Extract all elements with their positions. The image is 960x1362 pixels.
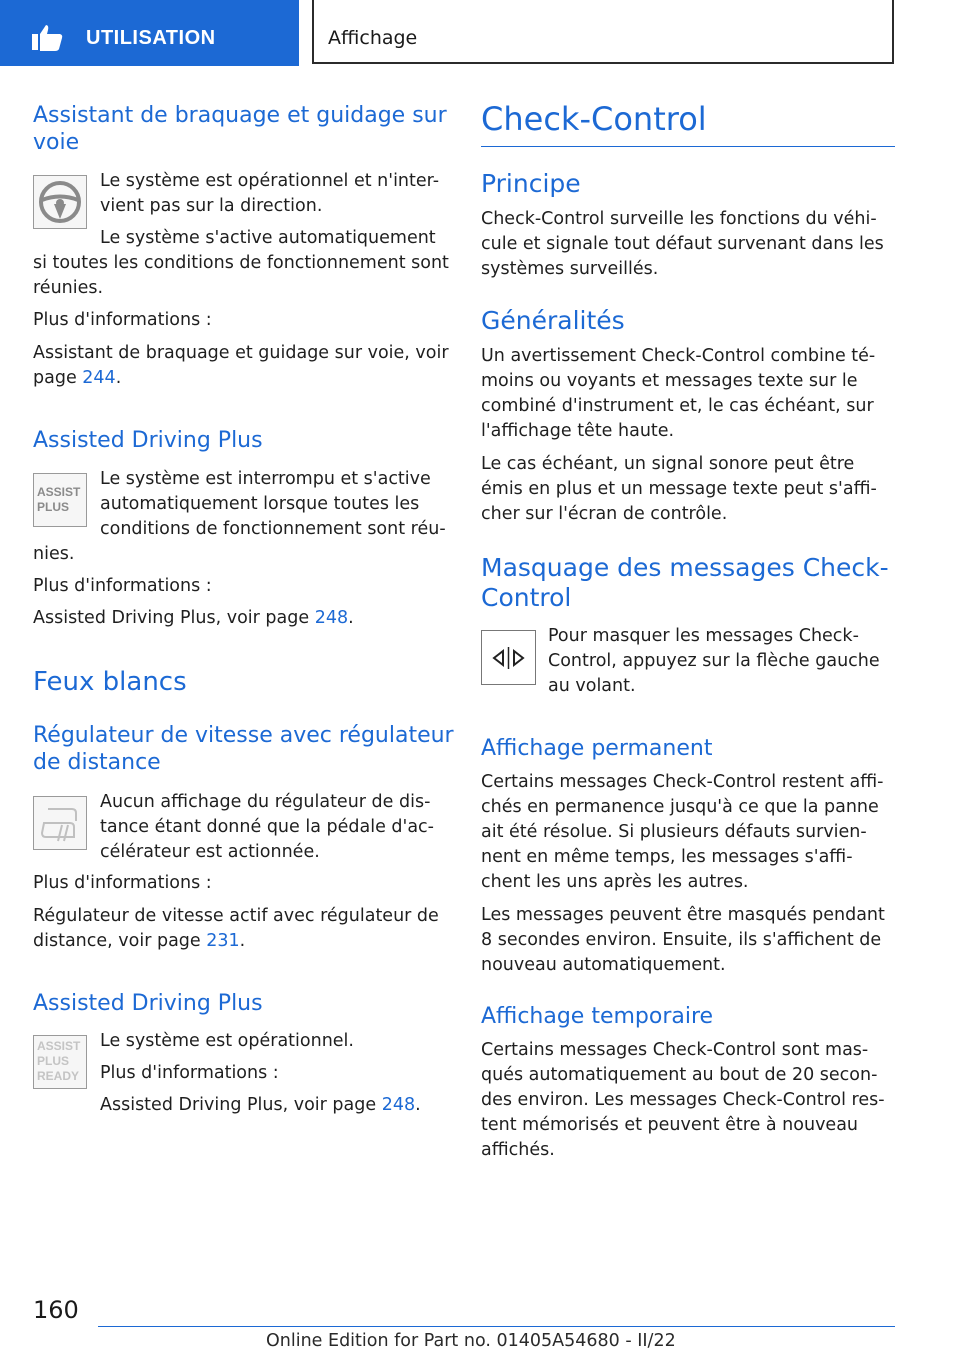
page-link-244[interactable]: 244 bbox=[82, 368, 116, 388]
s1-reference: Assistant de braquage et guidage sur voie, voir page 244. bbox=[33, 343, 449, 388]
section-tab bbox=[0, 0, 299, 66]
edition-note: Online Edition for Part no. 01405A54680 - II/22 bbox=[266, 1331, 676, 1351]
hand-pointer-icon bbox=[30, 24, 64, 52]
s5-reference: Assisted Driving Plus, voir page 248. bbox=[100, 1095, 421, 1115]
perm-para1: Certains messages Check-Control restent affi- chés en permanence jusqu'à ce que la panne ait été résolue. Si plusieurs défauts survien- nent en même temps, les messages s'affi- chent les uns après les autres. bbox=[481, 772, 884, 892]
page-link-248-b[interactable]: 248 bbox=[381, 1095, 416, 1115]
heading-assisted-driving-plus-1: Assisted Driving Plus bbox=[33, 428, 263, 453]
steering-wheel-icon bbox=[33, 175, 87, 229]
heading-assisted-driving-plus-2: Assisted Driving Plus bbox=[33, 991, 263, 1016]
heading-steering-assistant: Assistant de braquage et guidage sur voie bbox=[33, 103, 447, 155]
s1-para1: Le système est opérationnel et n'inter- vient pas sur la direction. bbox=[100, 171, 440, 216]
section-title: UTILISATION bbox=[86, 27, 216, 49]
s2-reference: Assisted Driving Plus, voir page 248. bbox=[33, 608, 354, 628]
gen-para1: Un avertissement Check-Control combine té- moins ou voyants et messages texte sur le combiné d'instrument et, le cas échéant, sur l'affichage tête haute. bbox=[481, 346, 876, 441]
footer-rule bbox=[98, 1326, 895, 1327]
heading-check-control: Check-Control bbox=[481, 100, 707, 138]
mask-para: Pour masquer les messages Check- Control, appuyez sur la flèche gauche au volant. bbox=[548, 626, 880, 696]
arrow-buttons-icon bbox=[481, 630, 536, 685]
heading-principe: Principe bbox=[481, 169, 581, 198]
page-number: 160 bbox=[33, 1296, 79, 1324]
heading-affichage-permanent: Affichage permanent bbox=[481, 736, 713, 761]
s1-para2-rest: si toutes les conditions de fonctionnement sont réunies. bbox=[33, 253, 449, 298]
s2-para1: Le système est interrompu et s'active automatiquement lorsque toutes les conditions de fonctionnement sont réu- bbox=[100, 469, 446, 539]
heading-affichage-temporaire: Affichage temporaire bbox=[481, 1004, 714, 1029]
heading-generalites: Généralités bbox=[481, 306, 625, 335]
s4-para1: Aucun affichage du régulateur de dis- tance étant donné que la pédale d'ac- célérateur est actionnée. bbox=[100, 792, 434, 862]
heading-cruise-control: Régulateur de vitesse avec régulateur de distance bbox=[33, 723, 454, 775]
page-link-248[interactable]: 248 bbox=[314, 608, 349, 628]
temp-para: Certains messages Check-Control sont mas- qués automatiquement au bout de 20 secon- des environ. Les messages Check-Control res- tent mémorisés et peuvent être à nouveau affichés. bbox=[481, 1040, 885, 1160]
s4-reference: Régulateur de vitesse actif avec régulateur de distance, voir page 231. bbox=[33, 906, 439, 951]
perm-para2: Les messages peuvent être masqués pendant 8 secondes environ. Ensuite, ils s'affichent de nouveau automatiquement. bbox=[481, 905, 885, 975]
s2-para1-end: nies. bbox=[33, 544, 75, 564]
chapter-tab bbox=[312, 0, 894, 64]
s5-more-info: Plus d'informations : bbox=[100, 1063, 279, 1083]
assist-plus-icon: ASSIST PLUS bbox=[33, 473, 87, 527]
assist-plus-ready-icon: ASSIST PLUS READY bbox=[33, 1035, 87, 1089]
s2-more-info: Plus d'informations : bbox=[33, 576, 212, 596]
cruise-control-icon bbox=[33, 796, 87, 850]
principe-para: Check-Control surveille les fonctions du véhi- cule et signale tout défaut survenant dans les systèmes surveillés. bbox=[481, 209, 884, 279]
heading-feux-blancs: Feux blancs bbox=[33, 667, 187, 697]
gen-para2: Le cas échéant, un signal sonore peut être émis en plus et un message texte peut s'affi- cher sur l'écran de contrôle. bbox=[481, 454, 877, 524]
s1-more-info: Plus d'informations : bbox=[33, 310, 212, 330]
page-link-231[interactable]: 231 bbox=[206, 931, 240, 951]
heading-masquage: Masquage des messages Check- Control bbox=[481, 553, 889, 612]
title-rule bbox=[481, 146, 895, 147]
s4-more-info: Plus d'informations : bbox=[33, 873, 212, 893]
s5-para1: Le système est opérationnel. bbox=[100, 1031, 354, 1051]
s1-para2-l1: Le système s'active automatiquement bbox=[100, 228, 436, 248]
chapter-title: Affichage bbox=[328, 27, 418, 49]
